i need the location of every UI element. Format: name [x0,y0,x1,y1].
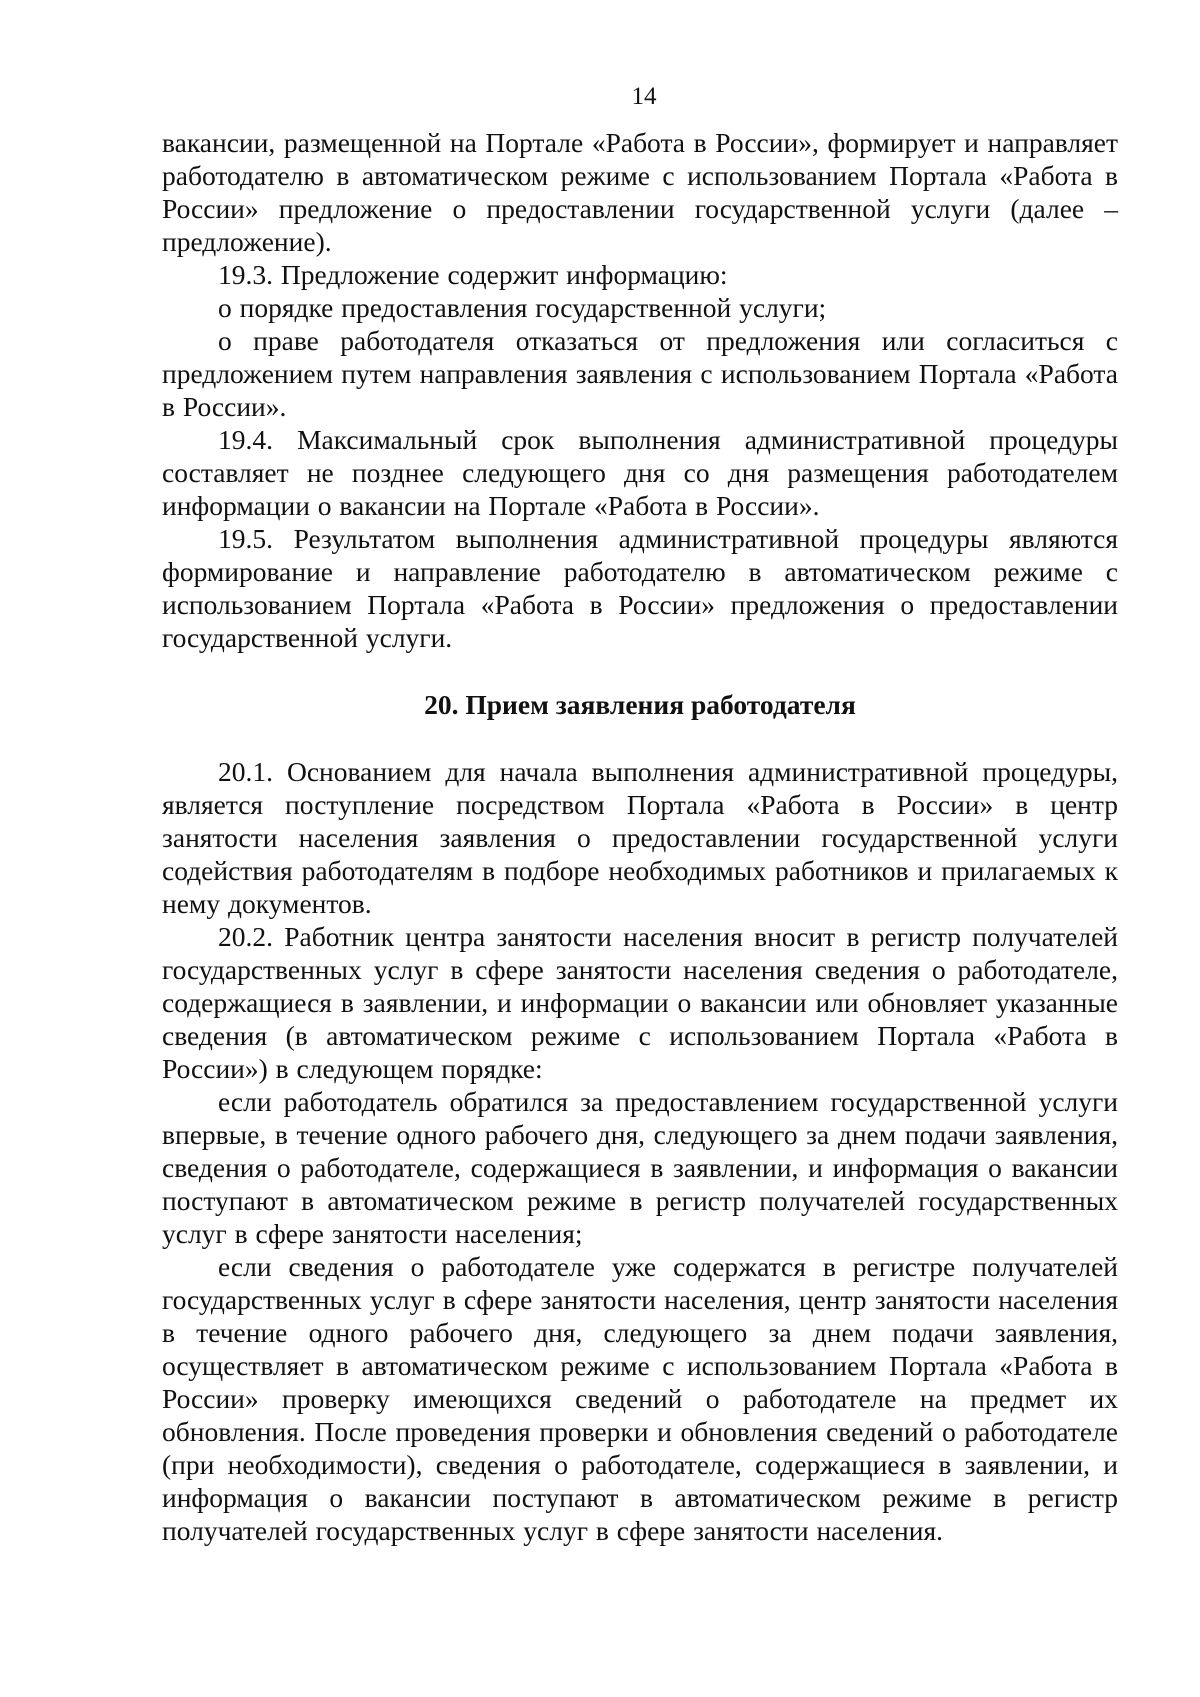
paragraph-19-3: 19.3. Предложение содержит информацию: [218,259,728,290]
paragraph-20-2: 20.2. Работник центра занятости населения вносит в регистр получателей государственных услуг в сфере занятости населения сведения о работодателе, содержащиеся в заявлении, и информации о вакансии или обновляет указанные сведения (в автоматическом режиме с использованием Портала «Работа в России») в следующем порядке: [162,921,1118,1084]
section-heading-20: 20. Прием заявления работодателя [424,689,856,720]
paragraph-19-3-item-2: о праве работодателя отказаться от предложения или согласиться с предложением путем направления заявления с использованием Портала «Работа в России». [162,325,1118,422]
document-page [162,80,1118,1547]
paragraph-20-2-item-1: если работодатель обратился за предоставлением государственной услуги впервые, в течение одного рабочего дня, следующего за днем подачи заявления, сведения о работодателе, содержащиеся в заявлении, и информация о вакансии поступают в автоматическом режиме в регистр получателей государственных услуг в сфере занятости населения; [162,1086,1118,1249]
paragraph-continuation: вакансии, размещенной на Портале «Работа в России», формирует и направляет работодателю в автоматическом режиме с использованием Портала «Работа в России» предложение о предоставлении государственной услуги (далее – предложение). [162,127,1118,257]
paragraph-20-2-item-2: если сведения о работодателе уже содержатся в регистре получателей государственных услуг в сфере занятости населения, центр занятости населения в течение одного рабочего дня, следующего за днем подачи заявления, осуществляет в автоматическом режиме с использованием Портала «Работа в России» проверку имеющихся сведений о работодателе на предмет их обновления. После проведения проверки и обновления сведений о работодателе (при необходимости), сведения о работодателе, содержащиеся в заявлении, и информация о вакансии поступают в автоматическом режиме в регистр получателей государственных услуг в сфере занятости населения. [162,1251,1118,1546]
page-number: 14 [631,83,657,110]
paragraph-19-3-item-1: о порядке предоставления государственной услуги; [218,292,827,323]
paragraph-19-4: 19.4. Максимальный срок выполнения административной процедуры составляет не позднее следующего дня со дня размещения работодателем информации о вакансии на Портале «Работа в России». [162,424,1118,521]
paragraph-20-1: 20.1. Основанием для начала выполнения административной процедуры, является поступление посредством Портала «Работа в России» в центр занятости населения заявления о предоставлении государственной услуги содействия работодателям в подборе необходимых работников и прилагаемых к нему документов. [162,756,1118,919]
paragraph-19-5: 19.5. Результатом выполнения административной процедуры являются формирование и направление работодателю в автоматическом режиме с использованием Портала «Работа в России» предложения о предоставлении государственной услуги. [162,523,1118,653]
